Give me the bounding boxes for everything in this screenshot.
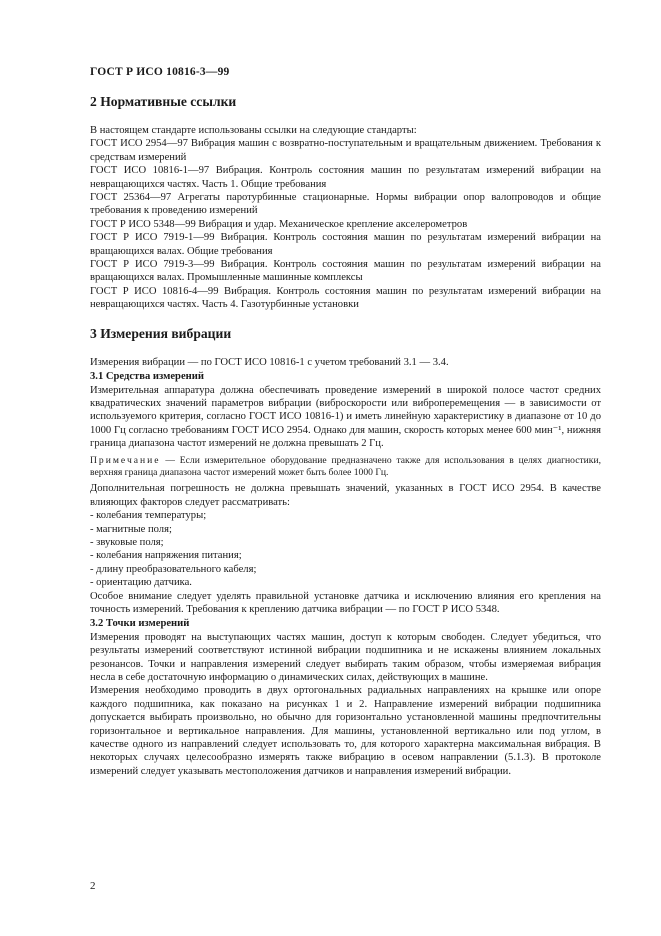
section-3-title: 3 Измерения вибрации xyxy=(90,325,232,341)
list-item: - ориентацию датчика. xyxy=(90,577,192,589)
reference-item: ГОСТ Р ИСО 7919-1—99 Вибрация. Контроль состояния машин по результатам измерений вибрации на вращающихся валах. Общие требования xyxy=(90,232,601,257)
list-item: - длину преобразовательного кабеля; xyxy=(90,563,257,575)
reference-item: ГОСТ Р ИСО 7919-3—99 Вибрация. Контроль состояния машин по результатам измерений вибрации на вращающихся валах. Промышленные машинные комплексы xyxy=(90,259,601,284)
reference-item: ГОСТ Р ИСО 10816-4—99 Вибрация. Контроль состояния машин по результатам измерений вибрации на невращающихся частях. Часть 4. Газотурбинные установки xyxy=(90,285,601,311)
normative-references xyxy=(90,124,601,312)
section-2-intro: В настоящем стандарте использованы ссылки на следующие стандарты: xyxy=(90,125,417,136)
list-item: - колебания температуры; xyxy=(90,510,207,522)
list-item: - магнитные поля; xyxy=(90,523,172,535)
list-item: - звуковые поля; xyxy=(90,536,164,548)
list-item: - колебания напряжения питания; xyxy=(90,550,242,562)
paragraph: Измерения проводят на выступающих частях машин, доступ к которым свободен. Следует убедиться, что результаты измерений соответствуют истинной вибрации подшипника и не искажены влиянием локальных резонансов. Точки и направления измерений следует выбирать таким образом, чтобы измеряемая вибрация несла в себе достаточную информацию о динамических силах, действующих в машине. xyxy=(90,631,601,684)
influence-factors-list xyxy=(90,509,601,589)
note-label: Примечание xyxy=(90,454,161,466)
section-3-intro: Измерения вибрации — по ГОСТ ИСО 10816-1 с учетом требований 3.1 — 3.4. xyxy=(90,356,449,368)
paragraph: Особое внимание следует уделять правильной установке датчика и исключению влияния его крепления на точность измерений. Требования к креплению датчика вибрации — по ГОСТ Р ИСО 5348. xyxy=(90,590,601,615)
paragraph: Измерительная аппаратура должна обеспечивать проведение измерений в широкой полосе частот средних квадратических значений параметров вибрации (виброскорости или виброперемещения — в зависимости от используемого критерия, согласно ГОСТ ИСО 10816-1) и иметь линейную характеристику в диапазоне от 10 до 1000 Гц согласно требованиям ГОСТ ИСО 2954. Однако для машин, скорость которых менее 600 мин⁻¹, нижняя граница диапазона частот измерений не должна превышать 2 Гц. xyxy=(90,384,601,450)
paragraph: Дополнительная погрешность не должна превышать значений, указанных в ГОСТ ИСО 2954. В качестве влияющих факторов следует рассматривать: xyxy=(90,483,601,508)
section-2-title: 2 Нормативные ссылки xyxy=(90,94,237,109)
running-head: ГОСТ Р ИСО 10816-3—99 xyxy=(90,66,230,78)
paragraph: Измерения необходимо проводить в двух ортогональных радиальных направлениях на крышке или опоре каждого подшипника, как показано на рисунках 1 и 2. Направление измерений вибрации подшипника допускается выбирать произвольно, но обычно для горизонтально установленной машины предпочтительны горизонтальное и вертикальное направления. Для машины, установленной вертикально или под углом, в качестве одного из направлений следует использовать то, для которого характерна максимальная вибрация. В некоторых случаях целесообразно измерять также вибрацию в осевом направлении (5.1.3). В протоколе измерений следует указывать местоположения датчиков и направления измерений вибрации. xyxy=(90,685,601,777)
reference-item: ГОСТ ИСО 2954—97 Вибрация машин с возвратно-поступательным и вращательным движением. Требования к средствам измерений xyxy=(90,138,601,163)
reference-item: ГОСТ 25364—97 Агрегаты паротурбинные стационарные. Нормы вибрации опор валопроводов и общие требования к проведению измерений xyxy=(90,192,601,217)
subsection-3-1-title: 3.1 Средства измерений xyxy=(90,371,204,383)
subsection-3-2-title: 3.2 Точки измерений xyxy=(90,618,190,630)
note xyxy=(90,455,601,480)
page-number: 2 xyxy=(90,880,96,892)
page-content xyxy=(90,94,601,778)
note-text: — Если измерительное оборудование предназначено также для использования в целях диагностики, верхняя граница диапазона частот измерений может быть более 1000 Гц. xyxy=(90,454,601,478)
reference-item: ГОСТ Р ИСО 5348—99 Вибрация и удар. Механическое крепление акселерометров xyxy=(90,218,468,230)
reference-item: ГОСТ ИСО 10816-1—97 Вибрация. Контроль состояния машин по результатам измерений вибрации на невращающихся частях. Часть 1. Общие требования xyxy=(90,165,601,190)
